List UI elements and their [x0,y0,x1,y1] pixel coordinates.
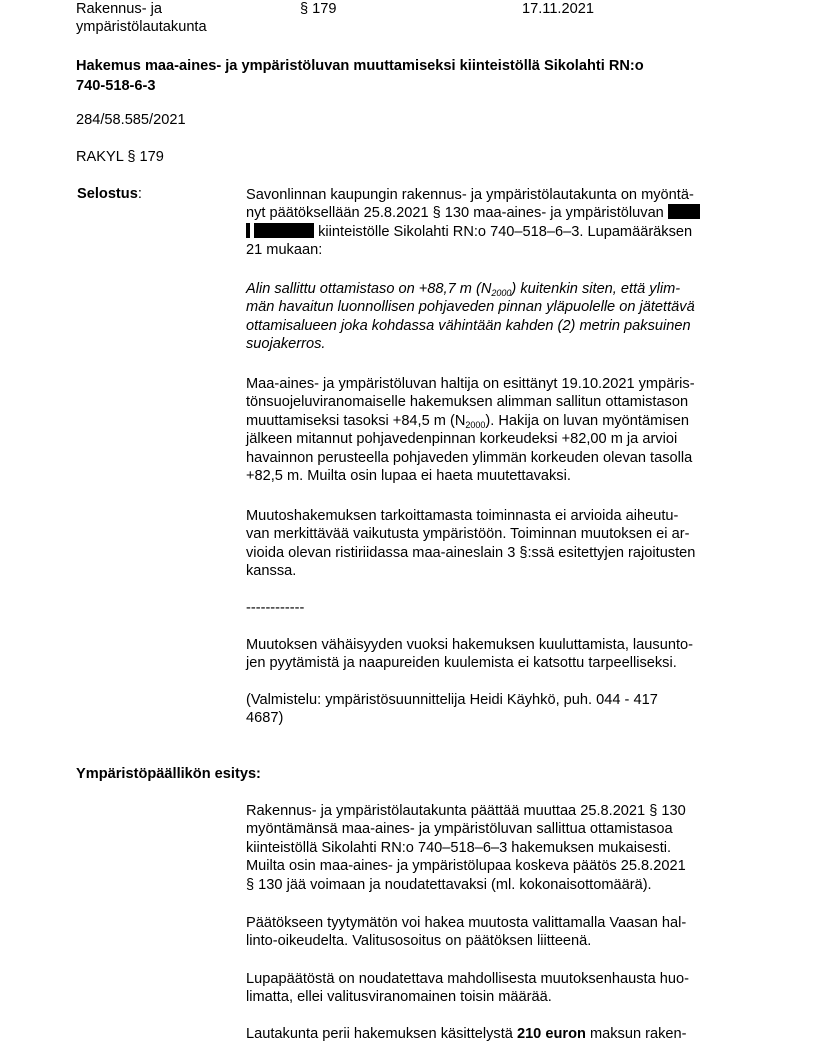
document-title-line1: Hakemus maa-aines- ja ympäristöluvan muuttamiseksi kiinteistöllä Sikolahti RN:o [76,58,644,74]
selostus-paragraph-5: Muutoksen vähäisyyden vuoksi hakemuksen kuuluttamista, lausunto- jen pyytämistä ja naapureiden kuulemista ei katsottu tarpeelliseksi. [246,637,693,672]
selostus-label: Selostus: [77,186,142,202]
header-date: 17.11.2021 [522,1,594,17]
header-committee-line2: ympäristölautakunta [76,19,207,35]
selostus-paragraph-3: Maa-aines- ja ympäristöluvan haltija on esittänyt 19.10.2021 ympäris- tönsuojeluviranomaiselle hakemuksen alimman sallitun ottamistason muuttamiseksi tasoksi +84,5 m $(N_{2000})$. Hakija on luvan myöntämisen jälkeen mitannut pohjavedenpinnan korkeudeksi +82,00 m ja arvioi havainnon perusteella pohjaveden ylimmän korkeuden olevan tasolla +82,5 m. Muilta osin lupaa ei haeta muutettavaksi. [246,376,695,485]
esitys-paragraph-4: Lautakunta perii hakemuksen käsittelystä 210 euron maksun raken- [246,1026,687,1042]
document-title [76,56,644,96]
reference-number: 284/58.585/2021 [76,112,186,128]
esitys-paragraph-1: Rakennus- ja ympäristölautakunta päättää muuttaa 25.8.2021 § 130 myöntämänsä maa-aines- ja ympäristöluvan sallittua ottamistasoa kiinteistöllä Sikolahti RN:o 740–518–6–3 hakemuksen mukaisesti. Muilta osin maa-aines- ja ympäristölupaa koskeva päätös 25.8.2021 § 130 jää voimaan ja noudatettavaksi (ml. kokonaisottomäärä). [246,803,686,893]
selostus-paragraph-4: Muutoshakemuksen tarkoittamasta toiminnasta ei arvioida aiheutu- van merkittävää vaikutusta ympäristöön. Toiminnan muutoksen ei ar- vioida olevan ristiriidassa maa-aineslain 3 §:ssä esitettyjen rajoitusten kanssa. [246,508,696,580]
esitys-paragraph-2: Päätökseen tyytymätön voi hakea muutosta valittamalla Vaasan hal- linto-oikeudelta. Valitusosoitus on päätöksen liitteenä. [246,915,687,950]
rakyl-section: RAKYL § 179 [76,149,164,165]
redaction-block [246,223,250,238]
esitys-label: Ympäristöpäällikön esitys: [76,766,261,782]
separator-line: ------------ [246,600,305,616]
document-title-line2: 740-518-6-3 [76,78,156,94]
esitys-paragraph-3: Lupapäätöstä on noudatettava mahdollisesta muutoksenhausta huo- limatta, ellei valitusviranomainen toisin määrää. [246,971,689,1006]
selostus-paragraph-2: Alin sallittu ottamistaso on +88,7 m $(N_{2000})$ kuitenkin siten, että ylim- män havaitun luonnollisen pohjaveden pinnan yläpuolelle on jätettävä ottamisalueen joka kohdassa vähintään kahden (2) metrin paksuinen suojakerros. [246,281,695,353]
header-committee [76,0,207,36]
redaction-block [254,223,314,238]
selostus-paragraph-1: Savonlinnan kaupungin rakennus- ja ympäristölautakunta on myöntä- nyt päätöksellään 25.8.2021 § 130 maa-aines- ja ympäristöluvan kiinteistölle Sikolahti RN:o 740–518–6–3. Lupamääräksen 21 mukaan: [246,186,746,260]
header-committee-line1: Rakennus- ja [76,1,162,17]
redaction-block [668,204,700,219]
header-section: § 179 [300,1,337,17]
preparer-note: (Valmistelu: ympäristösuunnittelija Heidi Käyhkö, puh. 044 - 417 4687) [246,692,658,727]
